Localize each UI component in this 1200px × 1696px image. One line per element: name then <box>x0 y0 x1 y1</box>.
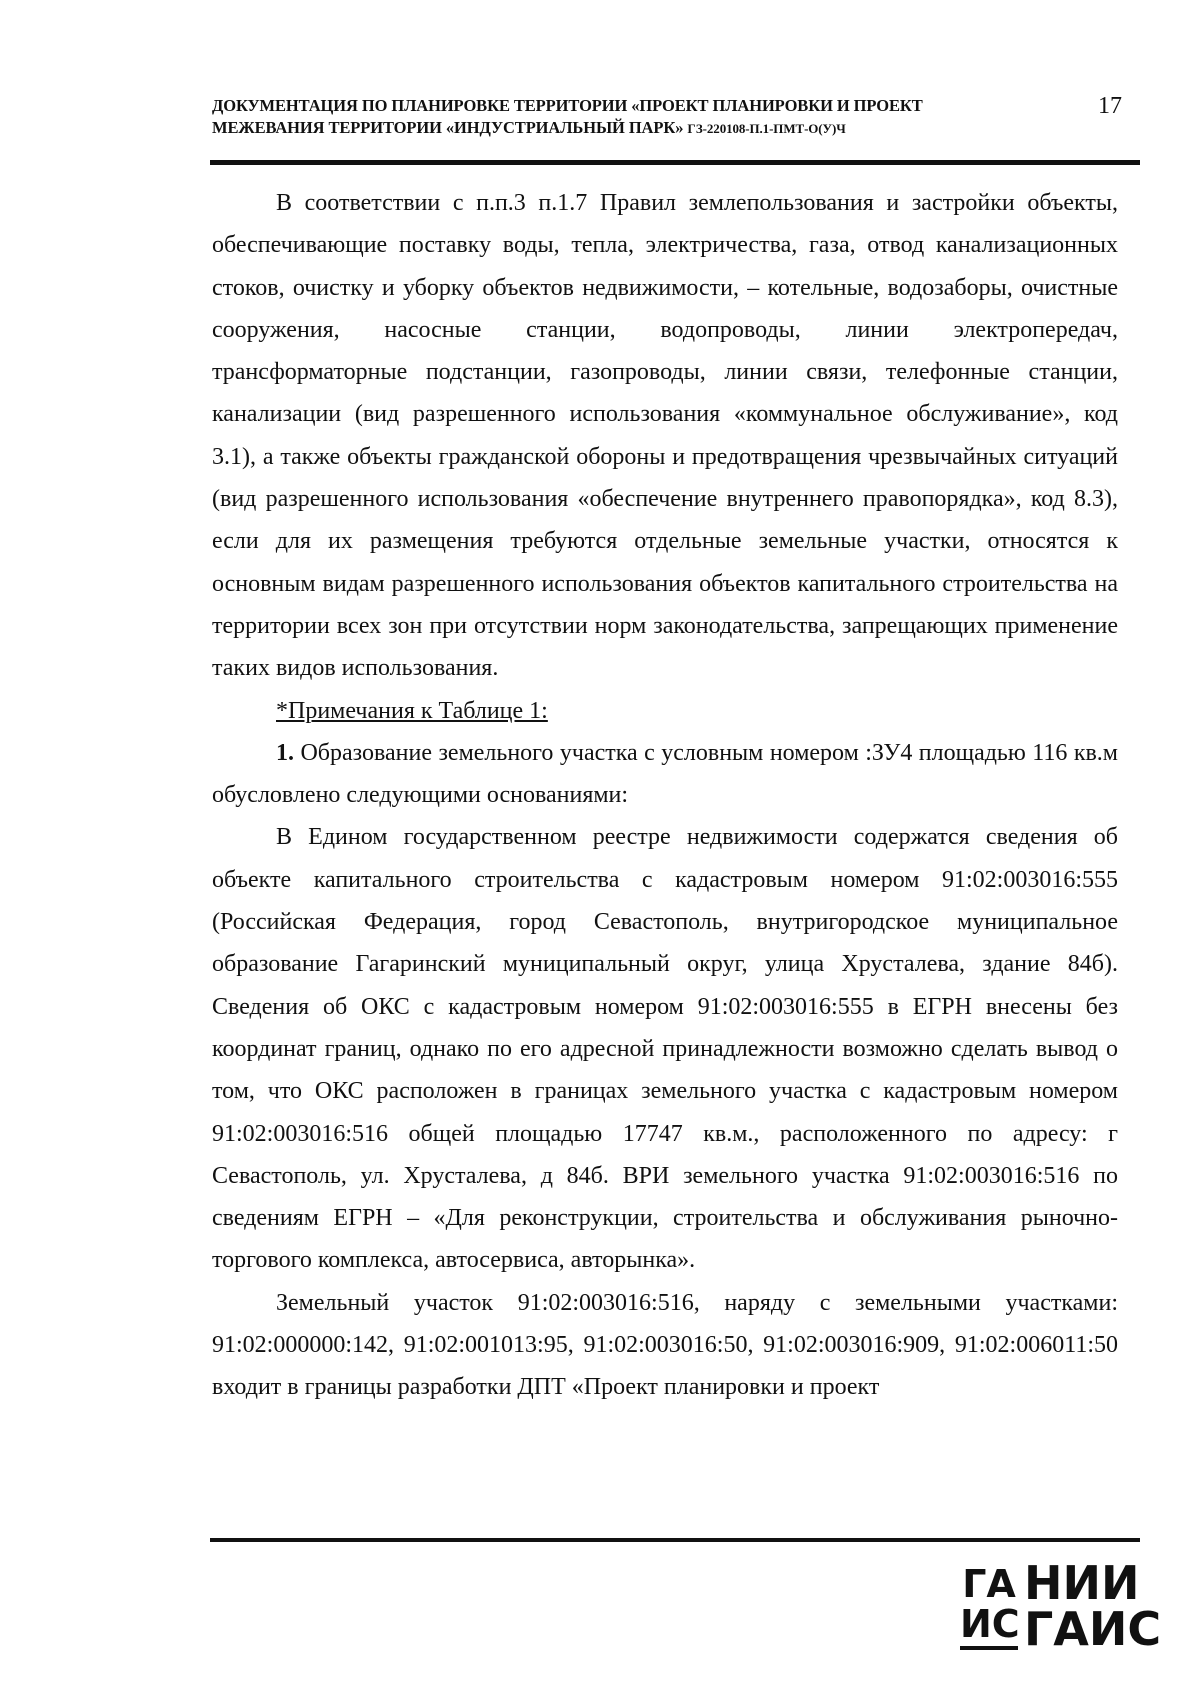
notes-title: *Примечания к Таблице 1: <box>276 697 548 724</box>
niigais-logo <box>960 1556 1162 1660</box>
logo-word-2: ГАИС <box>1024 1602 1162 1656</box>
header-rule <box>210 160 1140 165</box>
logo-mark-icon <box>960 1560 1018 1660</box>
note-1 <box>212 732 1118 817</box>
logo-mark-bottom: ИС <box>960 1602 1020 1646</box>
note-1-text: Образование земельного участка с условным номером :ЗУ4 площадью 116 кв.м обусловлено следующими основаниями: <box>212 739 1118 809</box>
footer-rule <box>210 1538 1140 1542</box>
document-code: ГЗ-220108-П.1-ПМТ-О(У)Ч <box>687 121 846 136</box>
note-1-number: 1. <box>276 739 294 766</box>
header-line-2-text: МЕЖЕВАНИЯ ТЕРРИТОРИИ «ИНДУСТРИАЛЬНЫЙ ПАРК» <box>212 118 684 137</box>
header-line-1: ДОКУМЕНТАЦИЯ ПО ПЛАНИРОВКЕ ТЕРРИТОРИИ «ПРОЕКТ ПЛАНИРОВКИ И ПРОЕКТ <box>212 96 923 115</box>
paragraph-1: В соответствии с п.п.3 п.1.7 Правил землепользования и застройки объекты, обеспечивающие поставку воды, тепла, электричества, газа, отвод канализационных стоков, очистку и уборку объектов недвижимости, – котельные, водозаборы, очистные сооружения, насосные станции, водопроводы, линии электропередач, трансформаторные подстанции, газопроводы, линии связи, телефонные станции, канализации (вид разрешенного использования «коммунальное обслуживание», код 3.1), а также объекты гражданской обороны и предотвращения чрезвычайных ситуаций (вид разрешенного использования «обеспечение внутреннего правопорядка», код 8.3), если для их размещения требуются отдельные земельные участки, относятся к основным видам разрешенного использования объектов капитального строительства на территории всех зон при отсутствии норм законодательства, запрещающих применение таких видов использования. <box>212 190 1118 682</box>
document-header <box>212 95 1072 140</box>
logo-word-1: НИИ <box>1024 1556 1140 1610</box>
logo-mark-top: ГА <box>962 1562 1016 1606</box>
document-body <box>212 182 1118 1409</box>
page-number: 17 <box>1098 93 1122 119</box>
logo-wordmark <box>1024 1556 1162 1656</box>
logo-mark-caption-bar <box>960 1646 1018 1650</box>
paragraph-2: В Едином государственном реестре недвижимости содержатся сведения об объекте капитального строительства с кадастровым номером 91:02:003016:555 (Российская Федерация, город Севастополь, внутригородское муниципальное образование Гагаринский муниципальный округ, улица Хрусталева, здание 84б). Сведения об ОКС с кадастровым номером 91:02:003016:555 в ЕГРН внесены без координат границ, однако по его адресной принадлежности возможно сделать вывод о том, что ОКС расположен в границах земельного участка с кадастровым номером 91:02:003016:516 общей площадью 17747 кв.м., расположенного по адресу: г Севастополь, ул. Хрусталева, д 84б. ВРИ земельного участка 91:02:003016:516 по сведениям ЕГРН – «Для реконструкции, строительства и обслуживания рыночно-торгового комплекса, автосервиса, авторынка». <box>212 824 1118 1274</box>
header-line-2 <box>212 117 1072 140</box>
paragraph-3: Земельный участок 91:02:003016:516, наряду с земельными участками: 91:02:000000:142, 91:02:001013:95, 91:02:003016:50, 91:02:003016:909, 91:02:006011:50 входит в границы разработки ДПТ «Проект планировки и проект <box>212 1289 1118 1401</box>
